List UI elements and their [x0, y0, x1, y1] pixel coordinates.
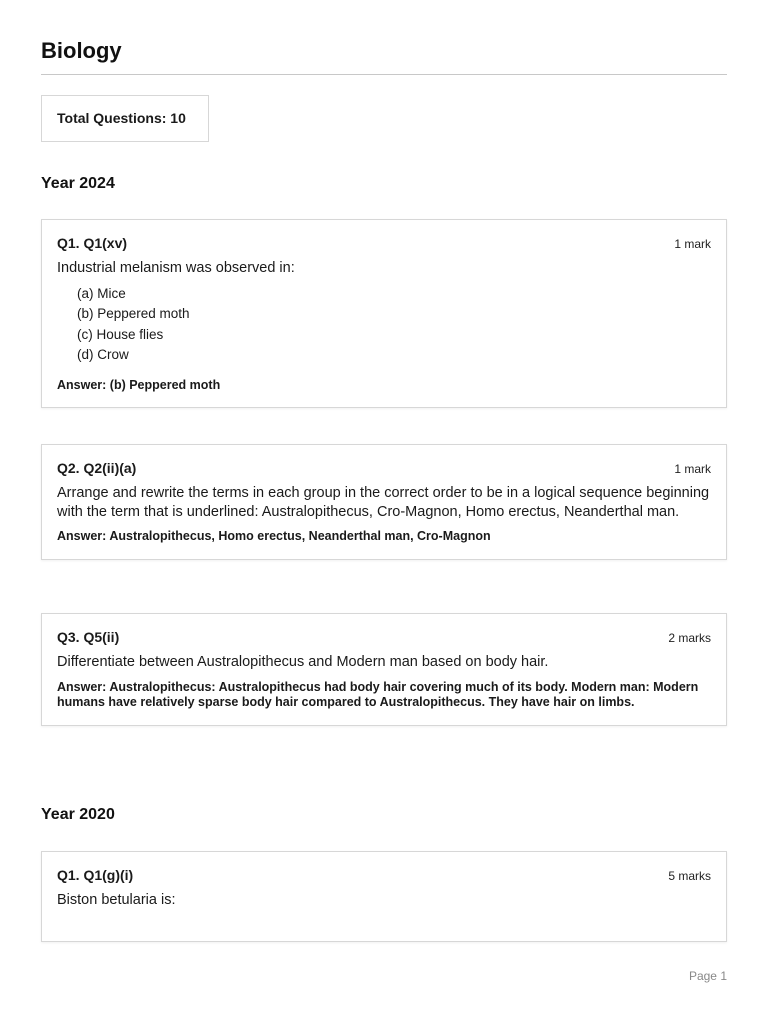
question-marks: 5 marks [668, 869, 711, 883]
title-divider [41, 74, 727, 75]
answer-text: Answer: Australopithecus: Australopithecus had body hair covering much of its body. Modern man: Modern humans have relatively sparse body hair compared to Australopithecus. They have hair on limbs. [57, 679, 699, 709]
question-text: Biston betularia is: [57, 892, 176, 908]
question-label: Q3. Q5(ii) [57, 629, 120, 645]
question-label: Q2. Q2(ii)(a) [57, 460, 137, 476]
question-text: Industrial melanism was observed in: [57, 260, 295, 276]
question-card [41, 444, 727, 560]
year-heading-2020: Year 2020 [41, 806, 115, 823]
answer-text: Answer: Australopithecus, Homo erectus, Neanderthal man, Cro-Magnon [57, 529, 491, 543]
total-questions-label: Total Questions: 10 [57, 110, 186, 126]
question-marks: 1 mark [674, 462, 711, 476]
question-label: Q1. Q1(xv) [57, 235, 128, 251]
question-card [41, 613, 727, 726]
option-item: (b) Peppered moth [77, 306, 190, 321]
option-item: (c) House flies [77, 326, 164, 342]
question-text: Arrange and rewrite the terms in each group in the correct order to be in a logical sequence beginning with the term that is underlined: Australopithecus, Cro-Magnon, Homo erectus, Neanderthal man. [57, 485, 710, 520]
option-item: (d) Crow [77, 347, 129, 362]
page-number: Page 1 [688, 969, 727, 983]
question-card [41, 851, 727, 942]
question-marks: 2 marks [668, 631, 711, 645]
page-title: Biology [41, 38, 122, 63]
question-label: Q1. Q1(g)(i) [57, 867, 134, 883]
option-item: (a) Mice [77, 285, 126, 301]
question-marks: 1 mark [674, 237, 711, 251]
year-heading-2024: Year 2024 [41, 175, 115, 192]
question-card [41, 219, 727, 408]
total-questions-box [41, 95, 209, 142]
answer-text: Answer: (b) Peppered moth [57, 377, 221, 392]
options-list [57, 284, 711, 366]
question-text: Differentiate between Australopithecus and Modern man based on body hair. [57, 654, 549, 670]
